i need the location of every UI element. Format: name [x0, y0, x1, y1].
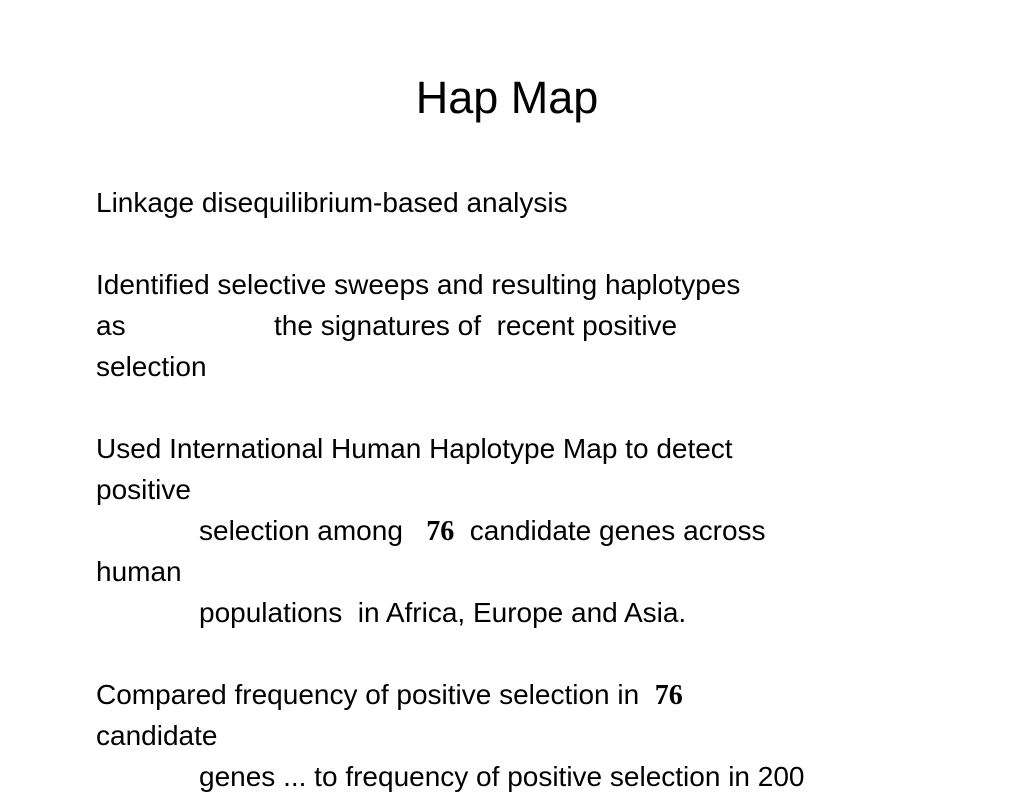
- paragraph-comparison: [96, 674, 926, 797]
- paragraph-linkage: [96, 182, 926, 223]
- text-line-row: [96, 551, 926, 592]
- text-fragment: Compared frequency of positive selection in: [96, 679, 655, 710]
- slide-title: Hap Map: [415, 72, 599, 123]
- text-line: Used International Human Haplotype Map to detect: [96, 433, 733, 464]
- text-line-row: [96, 674, 926, 715]
- slide-body: [96, 182, 926, 797]
- text-fragment: candidate genes across: [454, 515, 766, 546]
- paragraph-spacer: [96, 223, 926, 264]
- paragraph-spacer: [96, 633, 926, 674]
- gene-count-number: 76: [426, 516, 455, 547]
- paragraph-hapmap-usage: [96, 428, 926, 633]
- paragraph-spacer: [96, 387, 926, 428]
- text-line-row: [96, 510, 926, 551]
- text-line: candidate: [96, 720, 218, 751]
- text-line-row: [96, 592, 926, 633]
- paragraph-selective-sweeps: [96, 264, 926, 387]
- text-line: Linkage disequilibrium-based analysis: [96, 187, 568, 218]
- text-line: positive: [96, 474, 191, 505]
- text-line: Identified selective sweeps and resulting haplotypes: [96, 269, 741, 300]
- text-line-row: [96, 346, 926, 387]
- text-line-row: [96, 264, 926, 305]
- text-fragment: as: [96, 310, 126, 341]
- text-line-row: [96, 469, 926, 510]
- text-line: human: [96, 556, 182, 587]
- text-line: selection: [96, 351, 207, 382]
- text-line-row: [96, 428, 926, 469]
- text-line: populations in Africa, Europe and Asia.: [199, 597, 687, 628]
- gene-count-number: 76: [654, 680, 683, 711]
- text-fragment: selection among: [199, 515, 427, 546]
- text-line-row: [96, 756, 926, 797]
- text-line-row: [96, 715, 926, 756]
- text-line: genes ... to frequency of positive selection in 200: [199, 761, 805, 792]
- text-line-row: [96, 305, 926, 346]
- text-fragment: the signatures of recent positive: [274, 310, 678, 341]
